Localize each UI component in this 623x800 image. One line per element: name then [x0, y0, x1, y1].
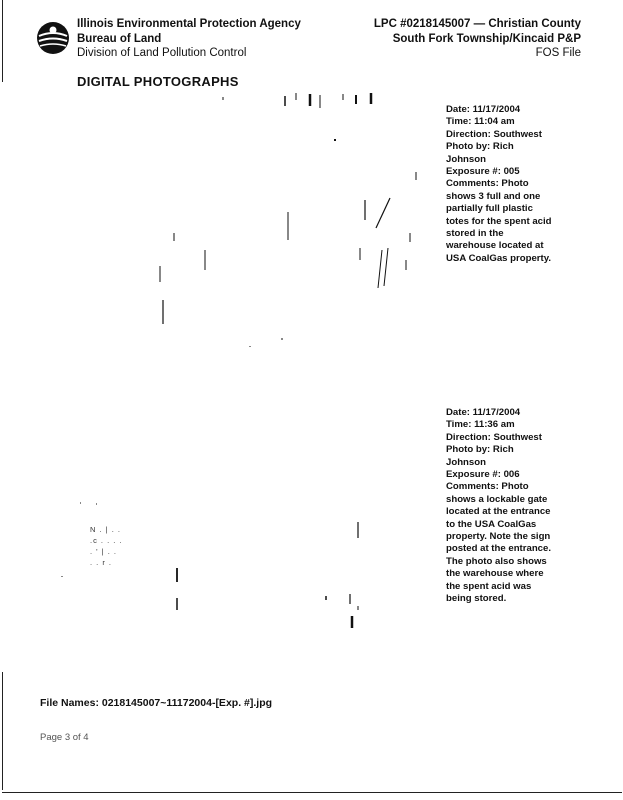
caption-line: Photo by: Rich	[446, 141, 514, 153]
caption-line: The photo also shows	[446, 555, 547, 567]
page-title: DIGITAL PHOTOGRAPHS	[77, 74, 239, 89]
photo-1-caption	[446, 104, 596, 265]
page-number: Page 3 of 4	[40, 732, 89, 743]
scan-border-left-bottom	[2, 672, 3, 790]
caption-line: Exposure #: 006	[446, 469, 520, 481]
division-name: Division of Land Pollution Control	[77, 47, 247, 59]
caption-line: located at the entrance	[446, 506, 551, 518]
caption-line: warehouse located at	[446, 240, 544, 252]
photo-2-sign-remnant: N . | . . .c . . . . . ' | . . . . r .	[90, 525, 123, 567]
caption-line: Time: 11:36 am	[446, 419, 515, 431]
photo-2-caption	[446, 407, 596, 606]
caption-line: Comments: Photo	[446, 481, 529, 493]
file-names: File Names: 0218145007~11172004-[Exp. #].jpg	[40, 697, 273, 709]
caption-line: Exposure #: 005	[446, 166, 520, 178]
illinois-epa-logo-icon	[36, 21, 70, 55]
caption-line: partially full plastic	[446, 203, 533, 215]
site-location: South Fork Township/Kincaid P&P	[392, 32, 581, 45]
scan-border-bottom	[2, 792, 622, 793]
file-type: FOS File	[535, 47, 581, 59]
caption-line: USA CoalGas property.	[446, 252, 552, 264]
caption-line: being stored.	[446, 593, 507, 605]
agency-block	[77, 17, 301, 61]
caption-line: shows 3 full and one	[446, 190, 541, 202]
caption-line: Date: 11/17/2004	[446, 104, 521, 115]
caption-line: Direction: Southwest	[446, 128, 542, 140]
caption-line: the spent acid was	[446, 580, 532, 592]
caption-line: Photo by: Rich	[446, 444, 514, 456]
caption-line: posted at the entrance.	[446, 543, 552, 555]
site-id-block	[374, 17, 581, 61]
caption-line: Comments: Photo	[446, 178, 529, 190]
caption-line: the warehouse where	[446, 568, 544, 580]
caption-line: Date: 11/17/2004	[446, 407, 521, 418]
caption-line: Johnson	[446, 456, 486, 468]
scan-border-left-top	[2, 0, 3, 82]
caption-line: shows a lockable gate	[446, 493, 548, 505]
agency-name: Illinois Environmental Protection Agency	[77, 18, 301, 30]
photo-1	[60, 90, 440, 370]
caption-line: to the USA CoalGas	[446, 518, 537, 530]
caption-line: Time: 11:04 am	[446, 116, 515, 128]
lpc-number: LPC #0218145007 — Christian County	[373, 18, 581, 30]
caption-line: Direction: Southwest	[446, 431, 542, 443]
caption-line: stored in the	[446, 228, 504, 240]
caption-line: Johnson	[446, 153, 486, 165]
bureau-name: Bureau of Land	[77, 32, 162, 45]
caption-line: property. Note the sign	[446, 531, 551, 543]
caption-line: totes for the spent acid	[446, 215, 552, 227]
